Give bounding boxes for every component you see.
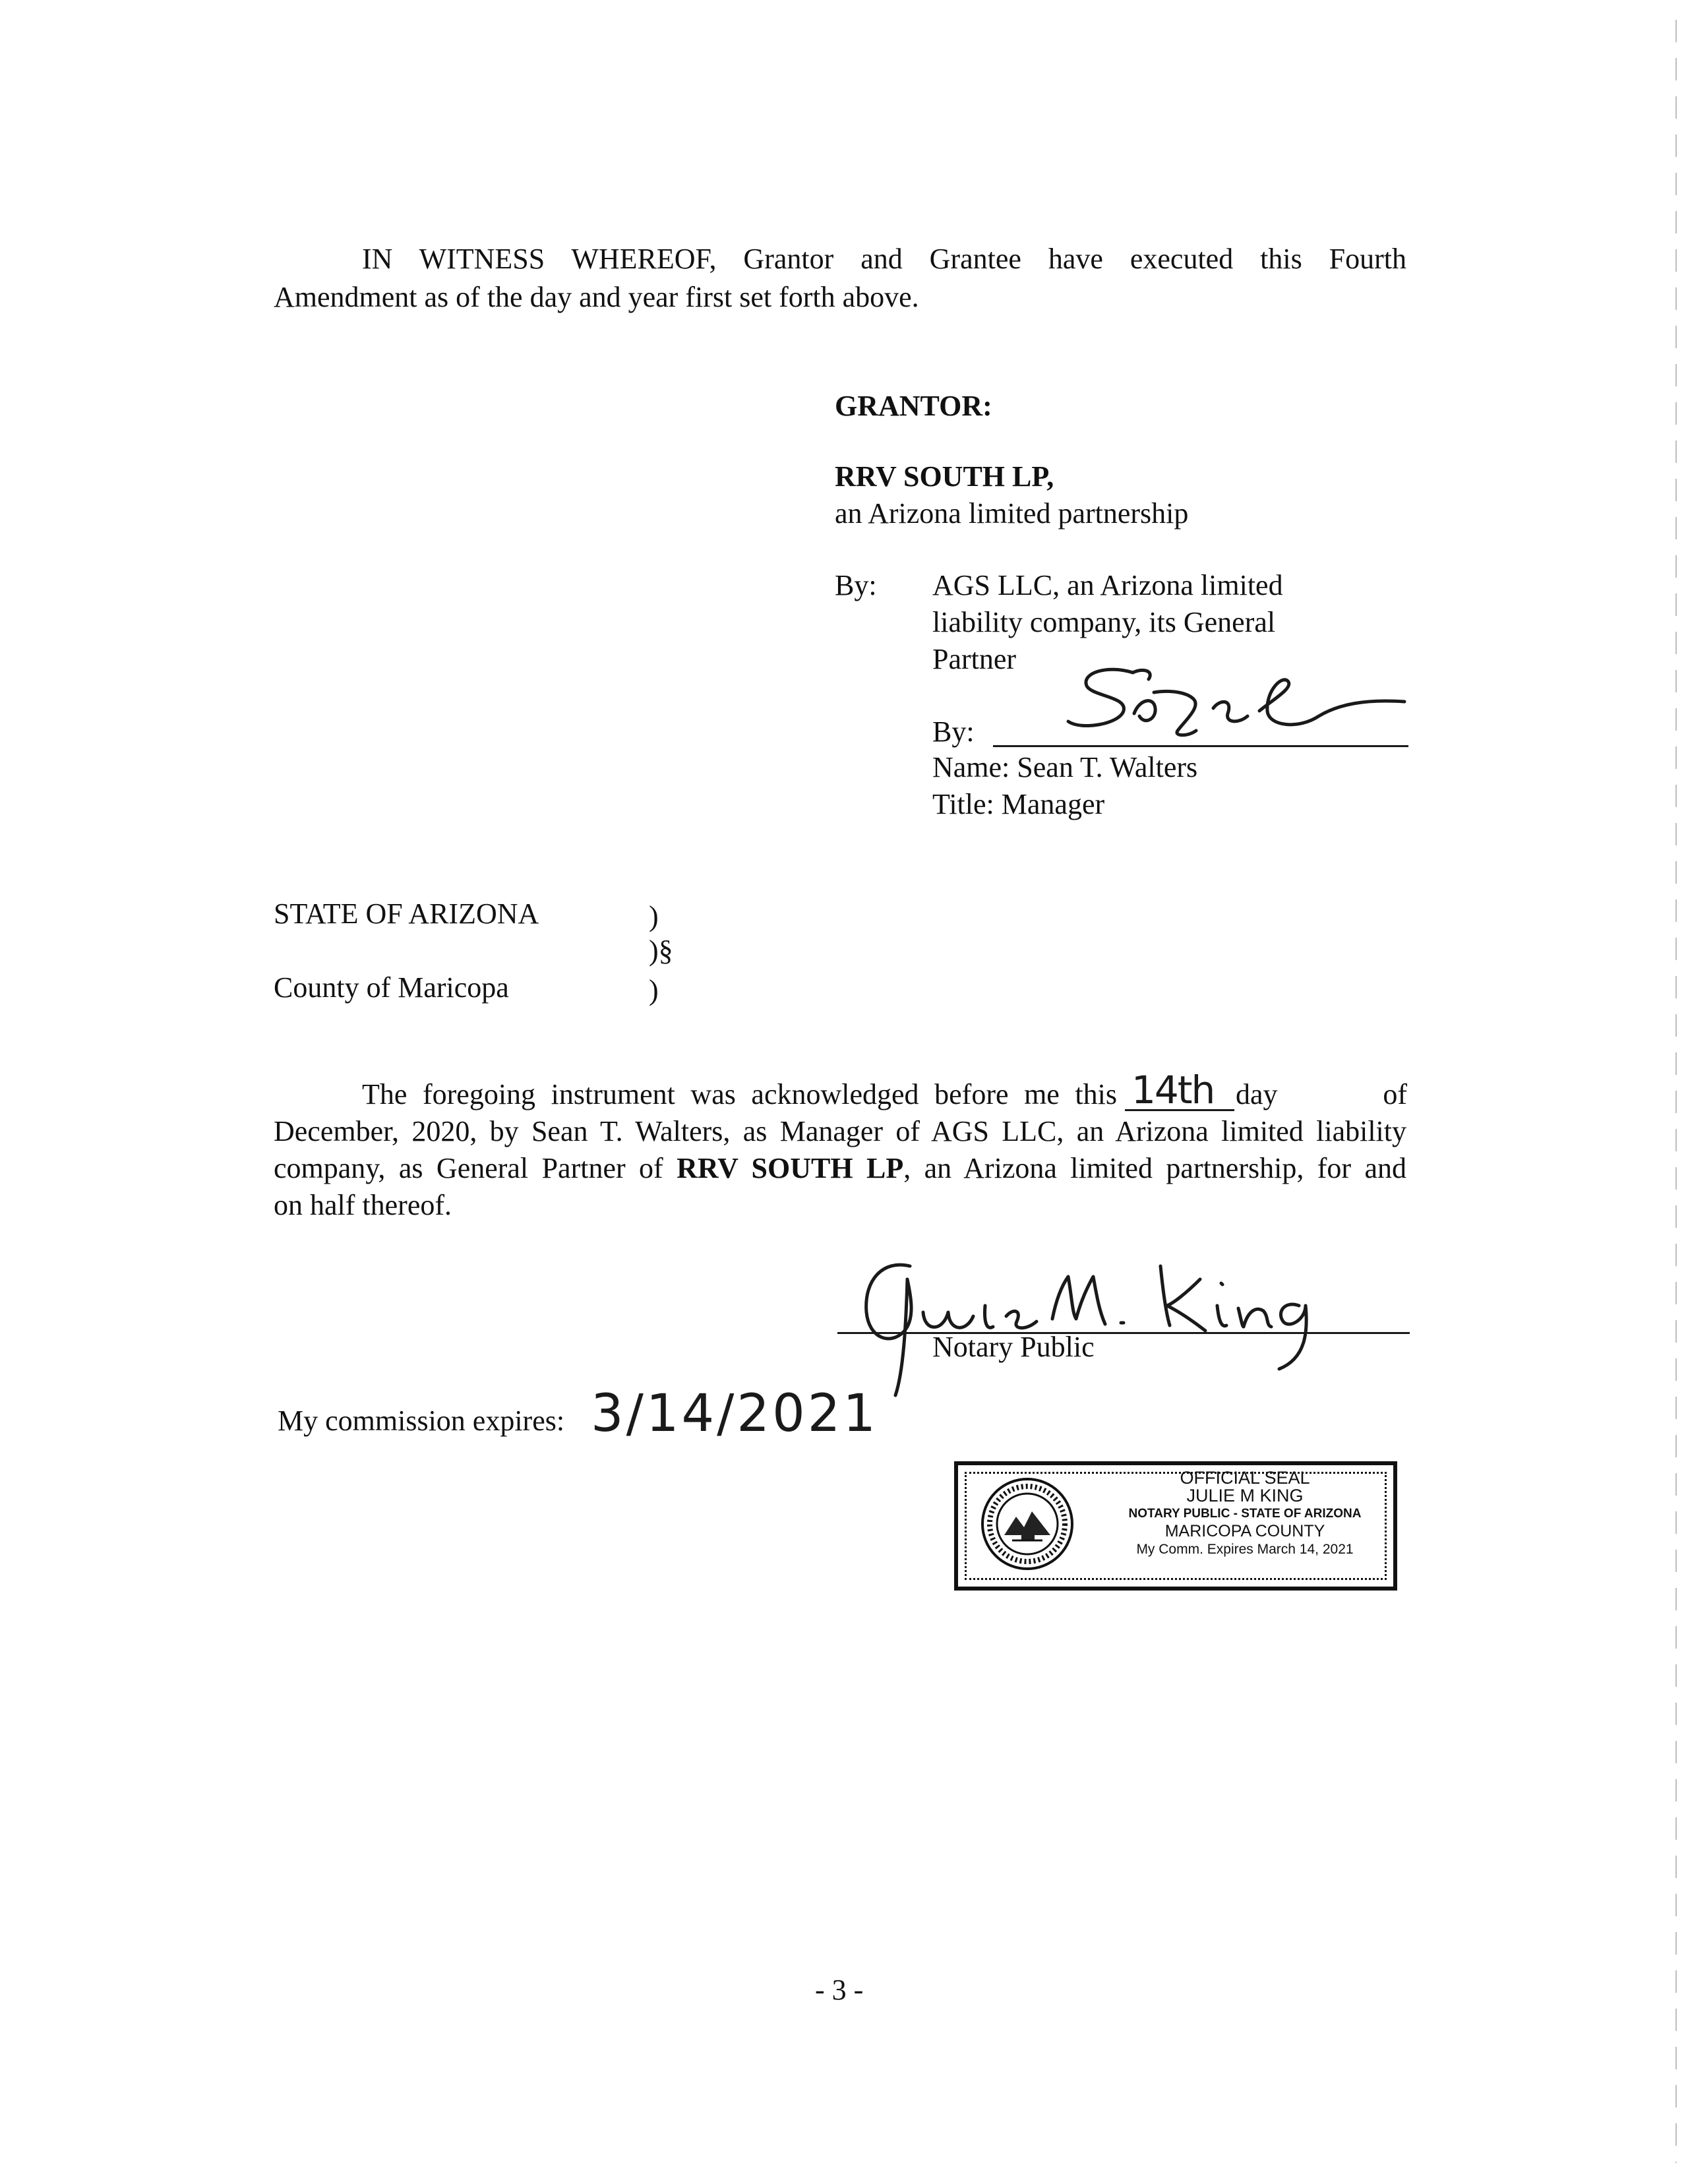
seal-line-expiry: My Comm. Expires March 14, 2021 <box>1136 1542 1354 1557</box>
ack-line-3-post: , an Arizona limited partnership, for and <box>903 1152 1406 1184</box>
arizona-seal-icon <box>978 1474 1077 1573</box>
ack-line-3-pre: company, as General Partner of <box>274 1152 677 1184</box>
seal-line-name: JULIE M KING <box>1186 1486 1304 1505</box>
venue-county: County of Maricopa <box>274 971 509 1004</box>
grantor-by-label: By: <box>835 569 877 601</box>
venue-paren-mid: )§ <box>649 934 673 967</box>
ack-line-1-end: day of <box>1236 1078 1407 1110</box>
seal-line-official: OFFICIAL SEAL <box>1180 1468 1310 1488</box>
ack-line-1-start: The foregoing instrument was acknowledged before me this <box>362 1078 1117 1110</box>
notary-public-label: Notary Public <box>932 1331 1095 1363</box>
official-seal-stamp <box>954 1461 1397 1591</box>
grantor-entity-name: RRV SOUTH LP, <box>835 460 1054 493</box>
grantor-by-line-1: AGS LLC, an Arizona limited <box>932 569 1283 601</box>
signature-by-label: By: <box>932 715 975 748</box>
grantor-signature <box>1055 653 1411 752</box>
venue-state: STATE OF ARIZONA <box>274 897 539 930</box>
ack-line-2: December, 2020, by Sean T. Walters, as Manager of AGS LLC, an Arizona limited liability <box>274 1115 1406 1147</box>
grantor-entity-type: an Arizona limited partnership <box>835 497 1189 530</box>
seal-line-notary: NOTARY PUBLIC - STATE OF ARIZONA <box>1128 1507 1362 1521</box>
scan-edge-line <box>1675 20 1677 2163</box>
seal-line-county: MARICOPA COUNTY <box>1164 1522 1325 1540</box>
seal-text-block <box>1100 1469 1390 1558</box>
signer-title: Title: Manager <box>932 788 1105 820</box>
ack-line-3 <box>274 1150 1406 1187</box>
witness-line-2: Amendment as of the day and year first set forth above. <box>274 281 919 313</box>
witness-line-1: IN WITNESS WHEREOF, Grantor and Grantee have executed this Fourth <box>362 243 1406 275</box>
ack-line-3-entity: RRV SOUTH LP <box>677 1152 904 1184</box>
notary-signature <box>844 1240 1332 1405</box>
venue-paren-bottom: ) <box>649 974 659 1006</box>
commission-date-handwritten: 3/14/2021 <box>591 1384 878 1443</box>
venue-paren-top: ) <box>649 900 659 932</box>
commission-label: My commission expires: <box>278 1405 565 1437</box>
grantor-by-line-2: liability company, its General <box>932 606 1276 638</box>
ack-day-handwritten: 14th <box>1131 1068 1215 1112</box>
ack-line-4: on half thereof. <box>274 1189 452 1221</box>
grantor-heading: GRANTOR: <box>835 390 992 422</box>
signer-name: Name: Sean T. Walters <box>932 751 1198 783</box>
page-number: - 3 - <box>815 1974 864 2006</box>
grantor-by-line-3: Partner <box>932 643 1017 675</box>
